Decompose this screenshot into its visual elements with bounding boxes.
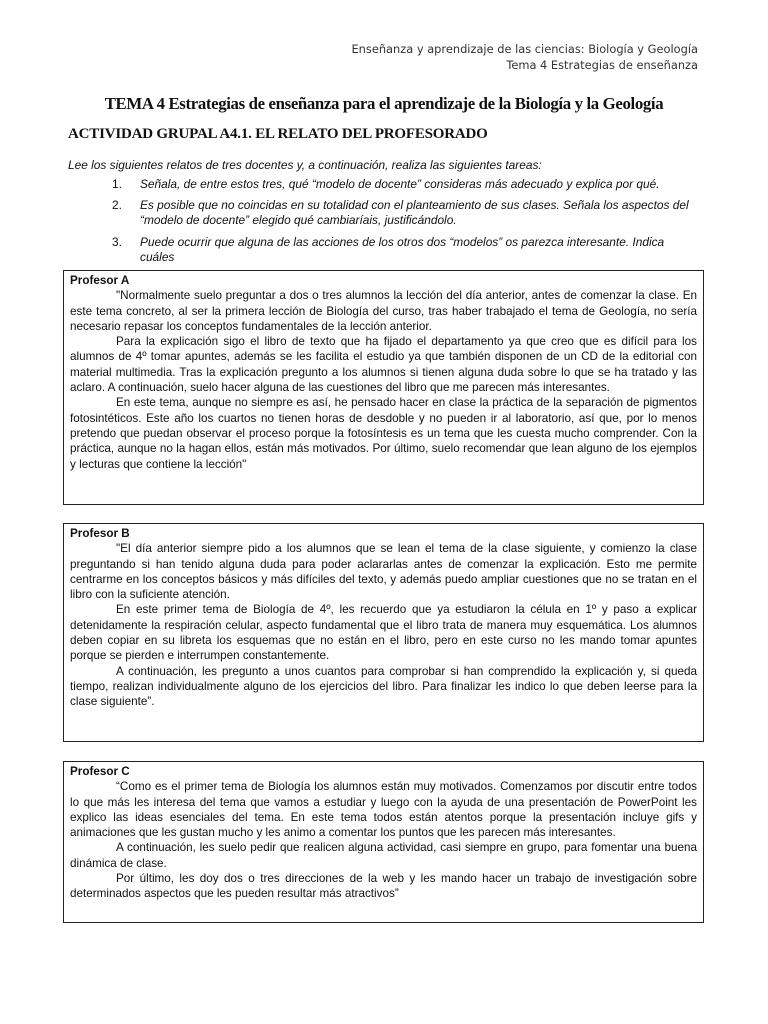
header-course: Enseñanza y aprendizaje de las ciencias: Biología y Geología	[351, 42, 698, 56]
task-text: Puede ocurrir que alguna de las acciones de los otros dos “modelos” os parezca interesante. Indica cuáles	[140, 234, 665, 264]
task-text: Señala, de entre estos tres, qué “modelo de docente” consideras más adecuado y explica por qué.	[140, 177, 660, 191]
profesor-a-paragraph: Para la explicación sigo el libro de texto que ha fijado el departamento ya que creo que es difícil para los alumnos de 4º tomar apuntes, además se les facilita el estudio ya que también disponen de un CD de la editorial con material multimedia. Tras la explicación pregunto a los alumnos si tienen alguna duda sobre lo que se ha tratado y las aclaro. A continuación, suelo hacer alguna de las cuestiones del libro que me parecen más interesantes.	[70, 335, 697, 395]
task-number: 3.	[112, 234, 122, 249]
activity-title: ACTIVIDAD GRUPAL A4.1. EL RELATO DEL PROFESORADO	[68, 126, 488, 142]
task-text: Es posible que no coincidas en su totalidad con el planteamiento de sus clases. Señala los aspectos del “modelo de docente” elegido qué cambiaríais, justificándolo.	[140, 198, 689, 228]
task-item	[112, 198, 700, 228]
profesor-a-paragraph: "Normalmente suelo preguntar a dos o tres alumnos la lección del día anterior, antes de comenzar la clase. En este tema concreto, al ser la primera lección de Biología del curso, tras haber trabajado el tema de Geología, no sería necesario repasar los conceptos fundamentales de la lección anterior.	[70, 289, 697, 333]
profesor-a-heading: Profesor A	[70, 274, 130, 287]
profesor-b-paragraph: A continuación, les pregunto a unos cuantos para comprobar si han comprendido la explicación y, si queda tiempo, realizan individualmente alguno de los ejercicios del libro. Para finalizar les indico lo que deben leerse para la clase siguiente”.	[70, 664, 697, 709]
profesor-c-box	[63, 761, 704, 923]
page-header	[351, 42, 698, 73]
header-topic: Tema 4 Estrategias de enseñanza	[506, 57, 698, 72]
profesor-a-box	[63, 270, 704, 505]
task-list	[112, 177, 700, 271]
profesor-c-paragraph: Por último, les doy dos o tres direcciones de la web y les mando hacer un trabajo de investigación sobre determinados aspectos que les pueden resultar más atractivos”	[70, 872, 697, 901]
profesor-b-heading: Profesor B	[70, 527, 130, 540]
intro-text: Lee los siguientes relatos de tres docentes y, a continuación, realiza las siguientes tareas:	[68, 158, 542, 172]
profesor-c-paragraph: A continuación, les suelo pedir que realicen alguna actividad, casi siempre en grupo, para fomentar una buena dinámica de clase.	[70, 841, 697, 870]
profesor-a-paragraph: En este tema, aunque no siempre es así, he pensado hacer en clase la práctica de la separación de pigmentos fotosintéticos. Este año los cuartos no tienen horas de desdoble y no pueden ir al laboratorio, así que, por lo menos pretendo que puedan observar el proceso porque la fotosíntesis es un tema que les cuesta mucho comprender. Con la práctica, aunque no la hagan ellos, están más motivados. Por último, suelo recomendar que lean alguno de los ejemplos y lecturas que contiene la lección"	[70, 396, 697, 471]
task-number: 1.	[112, 177, 122, 191]
document-title: TEMA 4 Estrategias de enseñanza para el aprendizaje de la Biología y la Geología	[104, 94, 664, 113]
task-number: 2.	[112, 198, 122, 213]
profesor-b-box	[63, 523, 704, 742]
task-item	[112, 177, 700, 192]
profesor-b-paragraph: En este primer tema de Biología de 4º, les recuerdo que ya estudiaron la célula en 1º y paso a explicar detenidamente la respiración celular, aspecto fundamental que el libro trata de manera muy esquemática. Los alumnos deben copiar en su libreta los esquemas que no están en el libro, pero en este curso no les mando tomar apuntes porque se pierden e interrumpen constantemente.	[70, 603, 697, 663]
profesor-b-paragraph: "El día anterior siempre pido a los alumnos que se lean el tema de la clase siguiente, y comienzo la clase preguntando si han tenido alguna duda para poder aclararlas antes de comenzar la explicación. Esto me permite centrarme en los conceptos básicos y más difíciles del texto, y además puedo ampliar cuestiones que no se tratan en el libro con la suficiente atención.	[70, 542, 697, 602]
task-item	[112, 234, 700, 265]
profesor-c-paragraph: “Como es el primer tema de Biología los alumnos están muy motivados. Comenzamos por discutir entre todos lo que más les interesa del tema que vamos a estudiar y luego con la ayuda de una presentación de PowerPoint les explico las ideas esenciales del tema. En este tema todos están atentos porque la presentación incluye gifs y animaciones que les gustan mucho y les animo a comentar los puntos que les parecen más interesantes.	[70, 780, 697, 840]
profesor-c-heading: Profesor C	[70, 765, 130, 778]
